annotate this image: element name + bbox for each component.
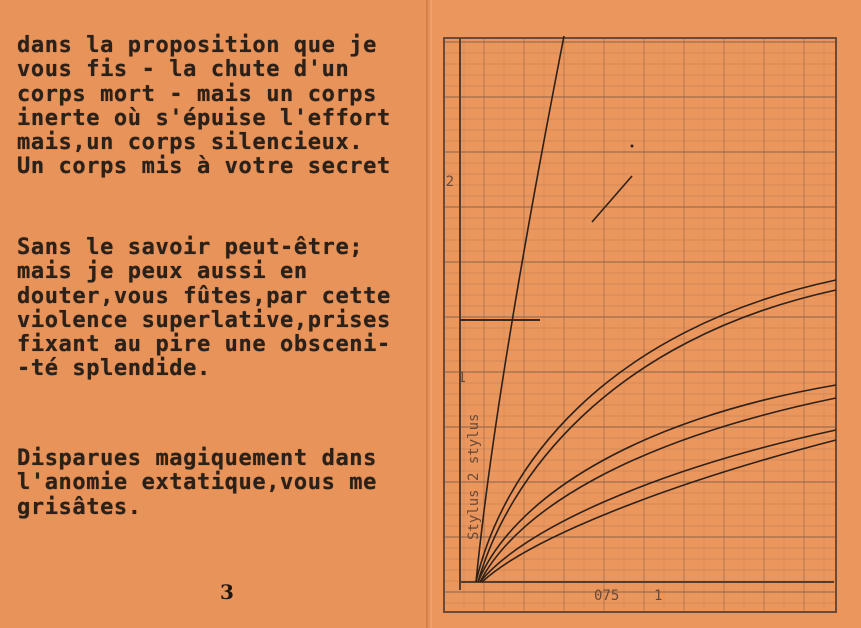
ink-dot xyxy=(631,145,634,148)
grid-lines xyxy=(444,38,836,612)
page-number: 3 xyxy=(220,580,234,604)
right-page xyxy=(432,0,861,628)
paragraph-3: Disparues magiquement dans l'anomie extatique,vous me grisâtes. xyxy=(17,446,377,520)
paragraph-2: Sans le savoir peut-être; mais je peux aussi en douter,vous fûtes,par cette violence superlative,prises fixant au pire une obsceni- -té splendide. xyxy=(17,235,391,382)
curve-4 xyxy=(480,398,836,582)
curve-6 xyxy=(482,440,836,582)
x-tick-075: 075 xyxy=(594,588,620,604)
curves xyxy=(476,36,836,582)
curve-steep xyxy=(476,36,564,582)
y-tick-2: 2 xyxy=(445,174,454,190)
y-tick-1: 1 xyxy=(457,370,466,386)
x-tick-1: 1 xyxy=(654,588,663,604)
paragraph-1: dans la proposition que je vous fis - la chute d'un corps mort - mais un corps inerte où s'épuise l'effort mais,un corps silencieux. Un corps mis à votre secret xyxy=(17,33,391,180)
stray-mark xyxy=(592,176,632,222)
graph-paper xyxy=(432,0,861,628)
curve-3 xyxy=(478,385,836,582)
vertical-stylus-label: Stylus 2 stylus xyxy=(466,413,482,540)
